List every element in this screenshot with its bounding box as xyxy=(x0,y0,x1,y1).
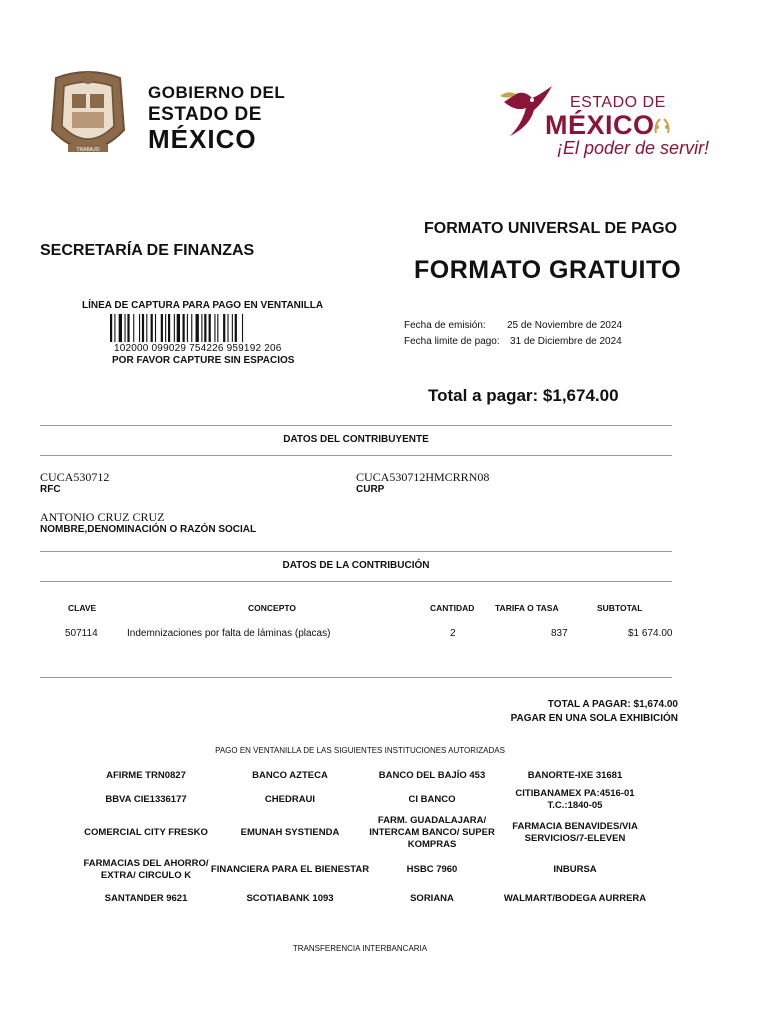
table-cell-tarifa: 837 xyxy=(551,628,568,639)
column-header-cantidad: CANTIDAD xyxy=(430,603,475,613)
gov-logo-line3: MÉXICO xyxy=(148,124,257,154)
barcode-icon xyxy=(110,314,282,342)
transferencia-label: TRANSFERENCIA INTERBANCARIA xyxy=(292,944,428,953)
bank-name: FARMACIAS DEL AHORRO/ EXTRA/ CIRCULO K xyxy=(83,858,209,881)
seal-motto: TRABAJO xyxy=(76,147,100,153)
divider xyxy=(40,551,672,552)
formato-universal-title: FORMATO UNIVERSAL DE PAGO xyxy=(424,220,678,237)
bank-name: FARMACIA BENAVIDES/VIA SERVICIOS/7-ELEVEN xyxy=(512,821,638,844)
total-a-pagar: TOTAL A PAGAR: $1,674.00 xyxy=(547,699,678,710)
bank-name: FINANCIERA PARA EL BIENESTAR xyxy=(210,864,370,875)
pagar-una-exhibicion: PAGAR EN UNA SOLA EXHIBICIÓN xyxy=(510,713,678,724)
divider xyxy=(40,581,672,582)
bank-name: HSBC 7960 xyxy=(406,864,458,875)
laurel-icon xyxy=(652,115,672,135)
curp-label: CURP xyxy=(356,484,385,495)
rfc-value: CUCA530712 xyxy=(40,470,110,484)
bank-name: AFIRME TRN0827 xyxy=(106,770,186,781)
state-coat-of-arms-icon xyxy=(46,70,130,160)
bank-name: CITIBANAMEX PA:4516-01 T.C.:1840-05 xyxy=(515,788,635,811)
divider xyxy=(40,425,672,426)
divider xyxy=(40,455,672,456)
column-header-clave: CLAVE xyxy=(68,603,97,613)
fecha-emision-label: Fecha de emisión: xyxy=(404,320,486,331)
gov-logo-line2: ESTADO DE xyxy=(148,104,262,125)
linea-captura-number: 102000 099029 754226 959192 206 xyxy=(114,343,282,354)
bank-name: EMUNAH SYSTIENDA xyxy=(240,827,340,838)
fecha-emision-value: 25 de Noviembre de 2024 xyxy=(507,320,623,331)
table-cell-clave: 507114 xyxy=(65,628,98,639)
linea-captura-note: POR FAVOR CAPTURE SIN ESPACIOS xyxy=(112,355,295,366)
bank-name: COMERCIAL CITY FRESKO xyxy=(84,827,208,838)
fecha-limite-label: Fecha limite de pago: xyxy=(404,336,500,347)
rfc-label: RFC xyxy=(40,484,61,495)
nombre-value: ANTONIO CRUZ CRUZ xyxy=(40,510,165,524)
bank-name: CHEDRAUI xyxy=(264,794,316,805)
bank-name: SORIANA xyxy=(410,893,454,904)
bank-name: BANCO AZTECA xyxy=(252,770,328,781)
bank-name: FARM. GUADALAJARA/ INTERCAM BANCO/ SUPER KOMPRAS xyxy=(369,815,495,850)
brand-line1: ESTADO DE xyxy=(570,94,666,111)
fecha-limite-value: 31 de Diciembre de 2024 xyxy=(510,336,622,347)
column-header-concepto: CONCEPTO xyxy=(248,603,297,613)
table-cell-concepto: Indemnizaciones por falta de láminas (placas) xyxy=(127,628,331,639)
brand-slogan: ¡El poder de servir! xyxy=(557,138,710,158)
column-header-subtotal: SUBTOTAL xyxy=(597,603,643,613)
divider xyxy=(40,677,672,678)
bank-name: BANCO DEL BAJÍO 453 xyxy=(378,770,486,781)
table-cell-cantidad: 2 xyxy=(450,628,456,639)
total-a-pagar-header: Total a pagar: $1,674.00 xyxy=(428,386,619,405)
bank-name: SANTANDER 9621 xyxy=(104,893,188,904)
nombre-label: NOMBRE,DENOMINACIÓN O RAZÓN SOCIAL xyxy=(40,524,257,535)
column-header-tarifa: TARIFA O TASA xyxy=(495,603,559,613)
totales-block xyxy=(400,698,678,726)
bank-name: CI BANCO xyxy=(408,794,456,805)
bank-name: BBVA CIE1336177 xyxy=(105,794,187,805)
gov-logo-line1: GOBIERNO DEL xyxy=(148,83,286,102)
curp-value: CUCA530712HMCRRN08 xyxy=(356,470,490,484)
brand-line2: MÉXICO xyxy=(545,110,655,140)
bank-name: WALMART/BODEGA AURRERA xyxy=(503,893,647,904)
section-title-contribuyente: DATOS DEL CONTRIBUYENTE xyxy=(283,434,429,445)
section-title-contribucion: DATOS DE LA CONTRIBUCIÓN xyxy=(282,560,430,571)
gobierno-logo-text xyxy=(148,84,285,152)
linea-captura-title: LÍNEA DE CAPTURA PARA PAGO EN VENTANILLA xyxy=(82,300,324,311)
table-cell-subtotal: $1 674.00 xyxy=(628,628,673,639)
bank-name: INBURSA xyxy=(553,864,597,875)
bancos-title: PAGO EN VENTANILLA DE LAS SIGUIENTES INSTITUCIONES AUTORIZADAS xyxy=(215,746,505,755)
bank-name: BANORTE-IXE 31681 xyxy=(527,770,623,781)
bank-name: SCOTIABANK 1093 xyxy=(246,893,334,904)
secretaria-title: SECRETARÍA DE FINANZAS xyxy=(40,242,255,259)
formato-gratuito-title: FORMATO GRATUITO xyxy=(414,256,682,284)
